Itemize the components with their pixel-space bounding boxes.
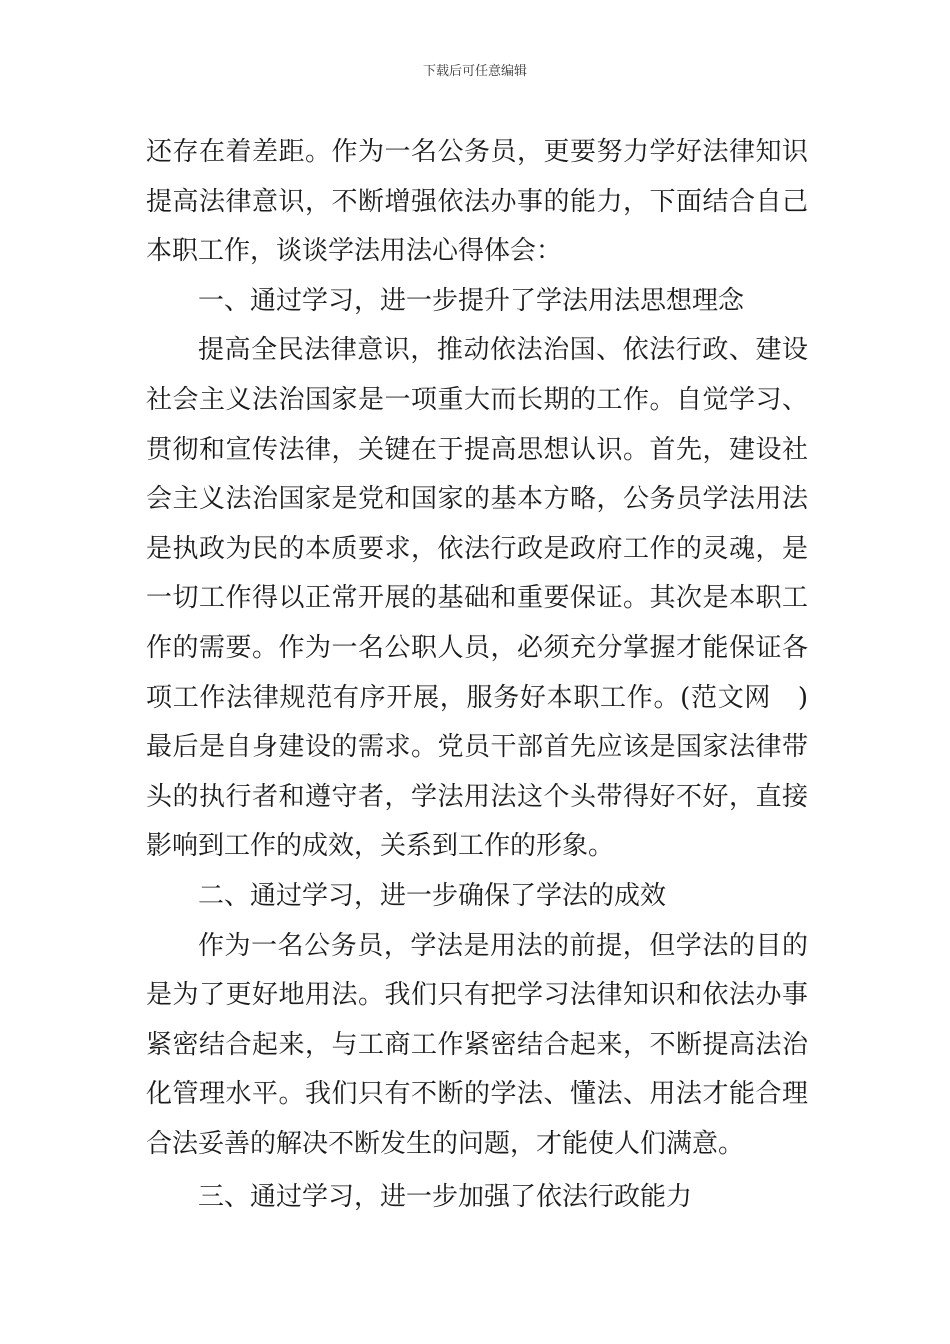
- text-line: 是执政为民的本质要求，依法行政是政府工作的灵魂，是: [146, 533, 808, 564]
- text-line: 还存在着差距。作为一名公务员，更要努力学好法律知识: [146, 137, 808, 167]
- text-line: 是为了更好地用法。我们只有把学习法律知识和依法办事: [146, 980, 808, 1011]
- text-line: 会主义法治国家是党和国家的基本方略，公务员学法用法: [146, 484, 808, 515]
- text-line: 一切工作得以正常开展的基础和重要保证。其次是本职工: [146, 583, 808, 614]
- text-line: 项工作法律规范有序开展，服务好本职工作。(范文网 ): [146, 682, 808, 713]
- text-line: 社会主义法治国家是一项重大而长期的工作。自觉学习、: [146, 384, 808, 415]
- text-line: 贯彻和宣传法律，关键在于提高思想认识。首先，建设社: [146, 434, 808, 465]
- section-heading-1: 一、通过学习，进一步提升了学法用法思想理念: [198, 285, 745, 316]
- text-line: 本职工作，谈谈学法用法心得体会：: [146, 236, 563, 267]
- text-line: 作为一名公务员，学法是用法的前提，但学法的目的: [198, 930, 808, 961]
- text-line: 紧密结合起来，与工商工作紧密结合起来，不断提高法治: [146, 1029, 808, 1060]
- text-line: 影响到工作的成效，关系到工作的形象。: [146, 831, 615, 862]
- text-line: 提高法律意识，不断增强依法办事的能力，下面结合自己: [146, 186, 808, 217]
- section-heading-3: 三、通过学习，进一步加强了依法行政能力: [198, 1182, 693, 1213]
- text-line: 提高全民法律意识，推动依法治国、依法行政、建设: [198, 335, 808, 366]
- text-line: 最后是自身建设的需求。党员干部首先应该是国家法律带: [146, 732, 808, 763]
- text-line: 合法妥善的解决不断发生的问题，才能使人们满意。: [146, 1128, 745, 1159]
- document-body: [146, 128, 808, 1223]
- section-heading-2: 二、通过学习，进一步确保了学法的成效: [198, 880, 667, 911]
- text-line: 作的需要。作为一名公职人员，必须充分掌握才能保证各: [146, 632, 808, 663]
- text-line: 头的执行者和遵守者，学法用法这个头带得好不好，直接: [146, 781, 808, 812]
- text-line: 化管理水平。我们只有不断的学法、懂法、用法才能合理: [146, 1079, 808, 1110]
- page-header: 下载后可任意编辑: [422, 64, 527, 79]
